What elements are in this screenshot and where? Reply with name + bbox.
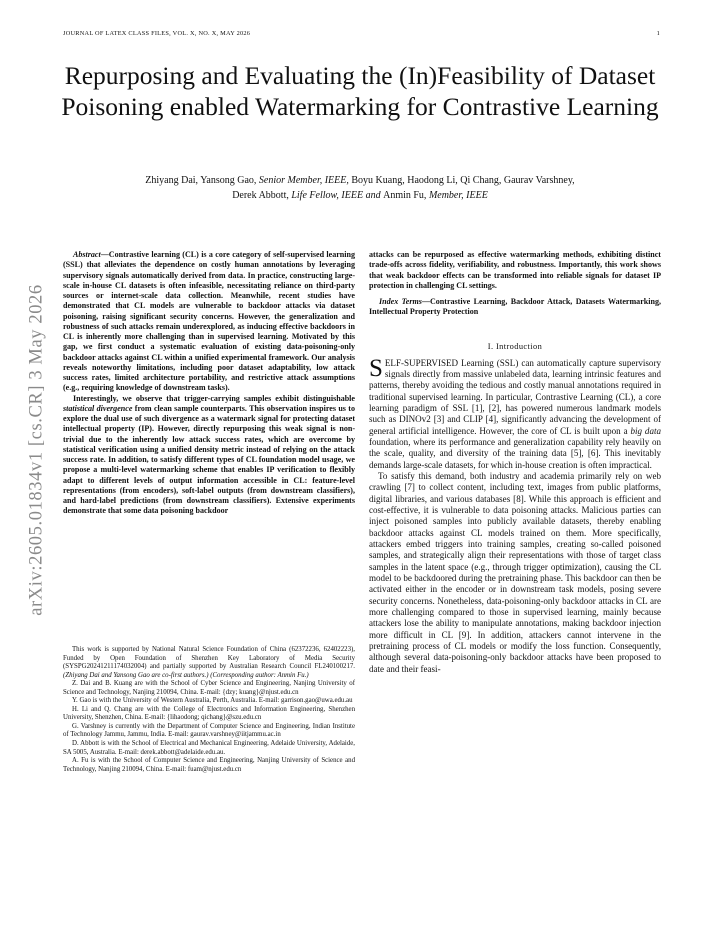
arxiv-identifier: arXiv:2605.01834v1 [cs.CR] 3 May 2026 [26, 284, 47, 616]
author-list [60, 173, 660, 203]
affiliation-note: Y. Gao is with the University of Western Australia, Perth, Australia. E-mail: garrison.gao@uwa.edu.au [72, 697, 353, 705]
journal-name: JOURNAL OF LATEX CLASS FILES, VOL. X, NO. X, MAY 2026 [63, 30, 251, 37]
intro-paragraph-2: To satisfy this demand, both industry and academia primarily rely on web crawling [7] to collect content, including text, images from public platforms, digital libraries, and various databases [8]. While this approach is efficient and cost-effective, it is vulnerable to data poisoning attacks. Malicious parties can inject poisoned samples into publicly available datasets, thereby enabling backdoor attacks against CL models trained on them. More specifically, attackers embed triggers into training samples, creating so-called poisoned samples, and strategically align their representations with those of target class samples in the latent space (e.g., through trigger optimization), causing the CL model to be backdoored during the pretraining phase. This backdoor can then be activated either in the encoder or in downstream task models, posing severe security concerns. Nonetheless, data-poisoning-only backdoor attacks in CL are more challenging compared to those in supervised learning, mainly because attackers lose the ability to manipulate annotations, making backdoor injection more difficult in CL [9]. In addition, attackers cannot intervene in the pretraining process of CL models or modify the loss function. Consequently, although several data-poisoning-only backdoor attacks have been proposed to date and their feasi- [369, 470, 661, 674]
abstract [63, 250, 355, 517]
affiliation-note: G. Varshney is currently with the Department of Computer Science and Engineering, Indian Institute of Technology Jammu, Jammu, India. E-mail: gaurav.varshney@iitjammu.ac.in [63, 722, 355, 739]
author-line-2: Derek Abbott, Life Fellow, IEEE and Anmin Fu, Member, IEEE [232, 190, 488, 201]
abstract-continuation: attacks can be repurposed as effective watermarking methods, exhibiting distinct trade-offs across fidelity, verifiability, and robustness. Importantly, this work shows that weak backdoor effects can be transformed into reliable signals for dataset IP protection in challenging CL settings. [369, 250, 661, 290]
drop-cap: S [369, 354, 383, 382]
abstract-label: Abstract [73, 250, 101, 259]
author-line-1: Zhiyang Dai, Yansong Gao, Senior Member, IEEE, Boyu Kuang, Haodong Li, Qi Chang, Gaurav Varshney, [145, 175, 575, 186]
index-terms: Index Terms—Contrastive Learning, Backdoor Attack, Datasets Watermarking, Intellectual Property Protection [369, 297, 661, 317]
arxiv-stamp [26, 255, 48, 645]
affiliation-note: A. Fu is with the School of Computer Science and Engineering, Nanjing University of Science and Technology, Nanjing 210094, China. E-mail: fuam@njust.edu.cn [63, 757, 355, 773]
abstract-paragraph-2: Interestingly, we observe that trigger-carrying samples exhibit distinguishable statistical divergence from clean sample counterparts. This observation inspires us to explore the dual use of such divergence as a watermark signal for protecting dataset intellectual property (IP). However, directly repurposing this weak signal is non-trivial due to the inherently low attack success rates, which are overcome by statistical verification using a unified density metric instead of relying on the attack success rate. In addition, to satisfy different types of CL foundation model usage, we propose a multi-level watermarking scheme that enables IP verification to flexibly adapt to different levels of output information accessible in CL: feature-level representations (from encoders), soft-label outputs (from downstream classifiers), and hard-label predictions (from downstream classifiers). Extensive experiments demonstrate that some data poisoning backdoor [63, 393, 355, 516]
introduction-body [369, 354, 662, 676]
intro-paragraph-1: SELF-SUPERVISED Learning (SSL) can automatically capture supervisory signals directly from massive unlabeled data, learning intrinsic features and patterns, thereby avoiding the tedious and costly manual annotations required in traditional supervised learning. In particular, Contrastive Learning (CL), a core learning paradigm of SSL [1], [2], has powered numerous landmark models such as DINOv2 [3] and CLIP [4], significantly advancing the development of general artificial intelligence. However, the core of CL is built upon a big data foundation, where its performance and generalization capability rely heavily on the scale, quality, and diversity of the training data [5], [6]. This inevitably demands large-scale datasets, for which in-house creation is often impractical. [369, 354, 662, 470]
footnotes [63, 646, 355, 774]
funding-note: This work is supported by National Natural Science Foundation of China (62372236, 62402223), Funded by Open Foundation of Shenzhen Key Laboratory of Media Security (SYSPG20241211174032004) and partially supported by Australian Research Council FL240100217. (Zhiyang Dai and Yansong Gao are co-first authors.) (Corresponding author: Anmin Fu.) [63, 646, 355, 679]
index-terms-label: Index Terms [379, 297, 422, 306]
affiliation-note: H. Li and Q. Chang are with the College of Electronics and Information Engineering, Shenzhen University, Shenzhen, China. E-mail: {lihaodong; qichang}@szu.edu.cn [63, 705, 355, 722]
affiliation-note: Z. Dai and B. Kuang are with the School of Cyber Science and Engineering, Nanjing University of Science and Technology, Nanjing 210094, China. E-mail: {dzy; kuang}@njust.edu.cn [63, 680, 355, 696]
affiliation-note: D. Abbott is with the School of Electrical and Mechanical Engineering, Adelaide University, Adelaide, SA 5005, Australia. E-mail: derek.abbott@adelaide.edu.au. [63, 740, 355, 756]
paper-title: Repurposing and Evaluating the (In)Feasibility of Dataset Poisoning enabled Watermarking for Contrastive Learning [61, 61, 659, 121]
section-heading: I. Introduction [487, 341, 543, 351]
running-head [63, 30, 660, 37]
page-number: 1 [656, 30, 660, 37]
right-column [369, 250, 661, 675]
left-column [63, 250, 355, 517]
abstract-paragraph-1: Abstract—Contrastive learning (CL) is a core category of self-supervised learning (SSL) that alleviates the dependence on costly human annotations by leveraging supervisory signals automatically derived from data. In practice, constructing large-scale in-house CL datasets is often infeasible, necessitating reliance on third-party sources or internet-scale data collection. Meanwhile, recent studies have demonstrated that CL models are vulnerable to backdoor attacks via dataset poisoning, raising significant security concerns. However, the generalization and robustness of such attacks remain underexplored, as inducing effective backdoors in CL is inherently more challenging than in supervised learning. Motivated by this gap, we first conduct a systematic evaluation of existing data-poisoning-only backdoor attacks against CL within a unified experimental framework. Our analysis reveals noteworthy limitations, including poor dataset adaptability, low attack success rates, limited architecture portability, and restrictive attack assumptions (e.g., requiring knowledge of downstream tasks). [63, 250, 355, 393]
